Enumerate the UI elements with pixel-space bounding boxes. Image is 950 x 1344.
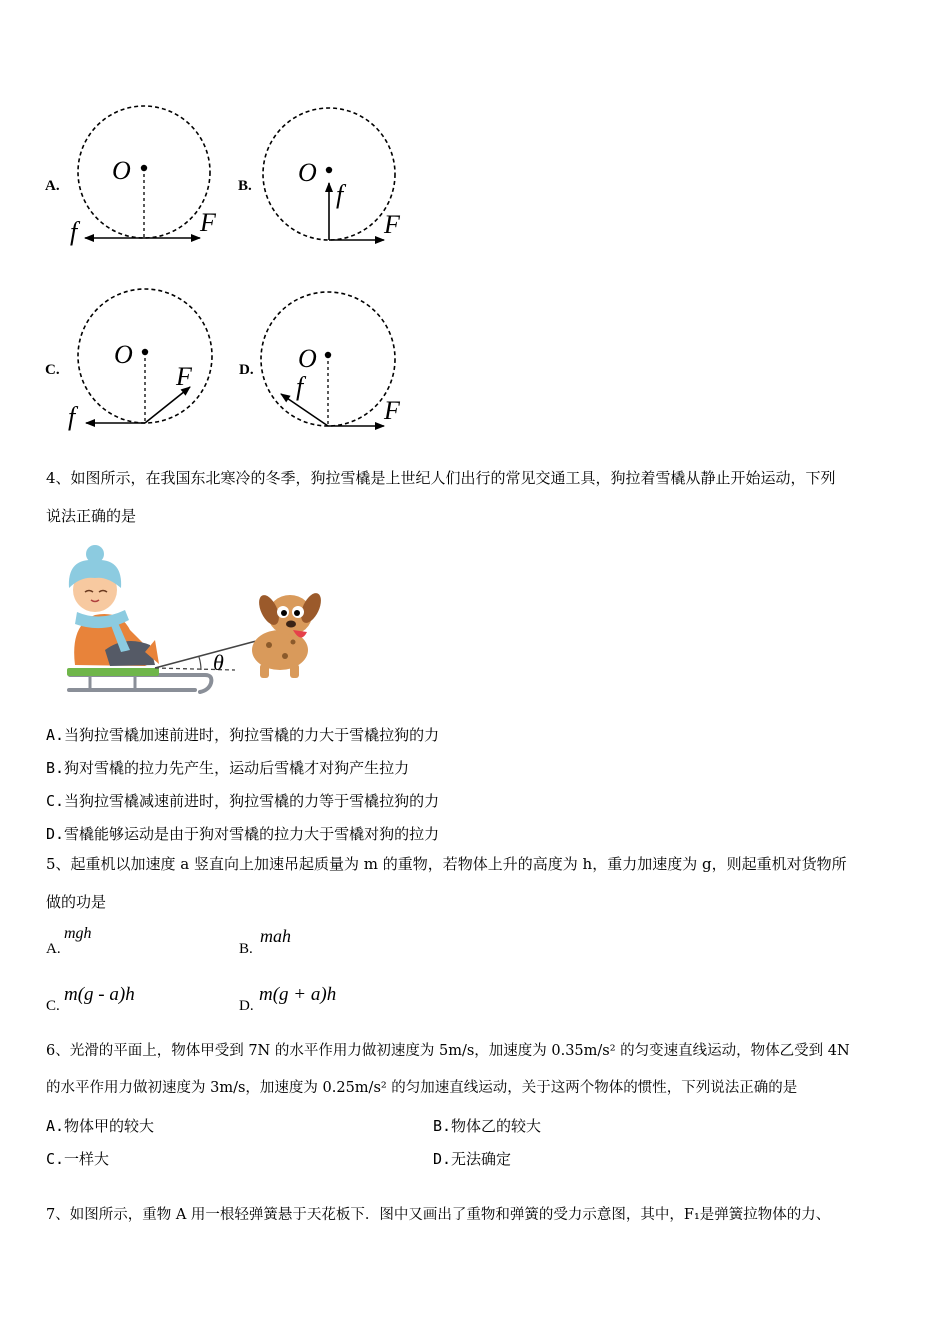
q5-option-c-letter: C. [46, 998, 60, 1014]
q3-option-c-letter: C. [45, 362, 60, 378]
q3-d-friction-label: f [296, 372, 304, 401]
q6-option-a: A.物体甲的较大 [46, 1117, 155, 1135]
q3-a-friction-label: f [70, 217, 78, 246]
diagram-a [78, 106, 210, 238]
q3-d-force-label: F [384, 396, 400, 425]
q3-c-friction-label: f [68, 402, 76, 431]
q3-option-a-letter: A. [45, 178, 60, 194]
q4-text-line1: 4、如图所示，在我国东北寒冷的冬季，狗拉雪橇是上世纪人们出行的常见交通工具，狗拉着雪橇从静止开始运动，下列 [46, 469, 836, 487]
q4-option-a: A.当狗拉雪橇加速前进时，狗拉雪橇的力大于雪橇拉狗的力 [46, 726, 440, 744]
q3-d-center-label: O [298, 344, 317, 373]
q5-text-line1: 5、起重机以加速度 a 竖直向上加速吊起质量为 m 的重物，若物体上升的高度为 h，重力加速度为 g，则起重机对货物所 [46, 855, 847, 873]
q5-option-b-expr: mah [260, 926, 291, 946]
q3-b-friction-label: f [336, 180, 344, 209]
q4-text-line2: 说法正确的是 [46, 507, 137, 525]
q4-option-b: B.狗对雪橇的拉力先产生，运动后雪橇才对狗产生拉力 [46, 759, 410, 777]
q3-a-center-label: O [112, 156, 131, 185]
q5-option-d-expr: m(g + a)h [259, 984, 337, 1005]
q5-option-c-expr: m(g - a)h [64, 984, 135, 1005]
q3-c-force-label: F [176, 362, 192, 391]
q6-text-line1: 6、光滑的平面上，物体甲受到 7N 的水平作用力做初速度为 5m/s，加速度为 0.35m/s² 的匀变速直线运动，物体乙受到 4N [46, 1043, 850, 1059]
q5-option-a-expr: mgh [64, 925, 92, 942]
angle-theta-label: θ [213, 650, 224, 675]
q3-b-center-label: O [298, 158, 317, 187]
q3-b-force-label: F [384, 210, 400, 239]
q4-option-c: C.当狗拉雪橇减速前进时，狗拉雪橇的力等于雪橇拉狗的力 [46, 792, 440, 810]
q5-option-d-letter: D. [239, 998, 254, 1014]
force-arrow [145, 387, 190, 423]
q5-option-a-letter: A. [46, 941, 61, 957]
diagram-d [261, 292, 395, 426]
q6-option-b: B.物体乙的较大 [433, 1117, 542, 1135]
q6-option-c: C.一样大 [46, 1150, 110, 1168]
q3-option-d-letter: D. [239, 362, 254, 378]
q6-text-line2: 的水平作用力做初速度为 3m/s，加速度为 0.25m/s² 的匀加速直线运动，关于这两个物体的惯性，下列说法正确的是 [46, 1080, 798, 1096]
q3-a-force-label: F [200, 208, 216, 237]
q5-text-line2: 做的功是 [46, 893, 107, 911]
q3-option-b-letter: B. [238, 178, 252, 194]
q7-text-line1: 7、如图所示，重物 A 用一根轻弹簧悬于天花板下．图中又画出了重物和弹簧的受力示意图，其中，F₁是弹簧拉物体的力、 [46, 1207, 831, 1223]
q5-option-b-letter: B. [239, 941, 253, 957]
q3-c-center-label: O [114, 340, 133, 369]
q6-option-d: D.无法确定 [433, 1150, 512, 1168]
sled-dog-illustration [55, 540, 325, 705]
diagram-c [78, 289, 212, 423]
q3-diagrams [0, 90, 460, 440]
center-dot [326, 167, 332, 173]
diagram-b [263, 108, 395, 240]
q4-option-d: D.雪橇能够运动是由于狗对雪橇的拉力大于雪橇对狗的拉力 [46, 825, 440, 843]
